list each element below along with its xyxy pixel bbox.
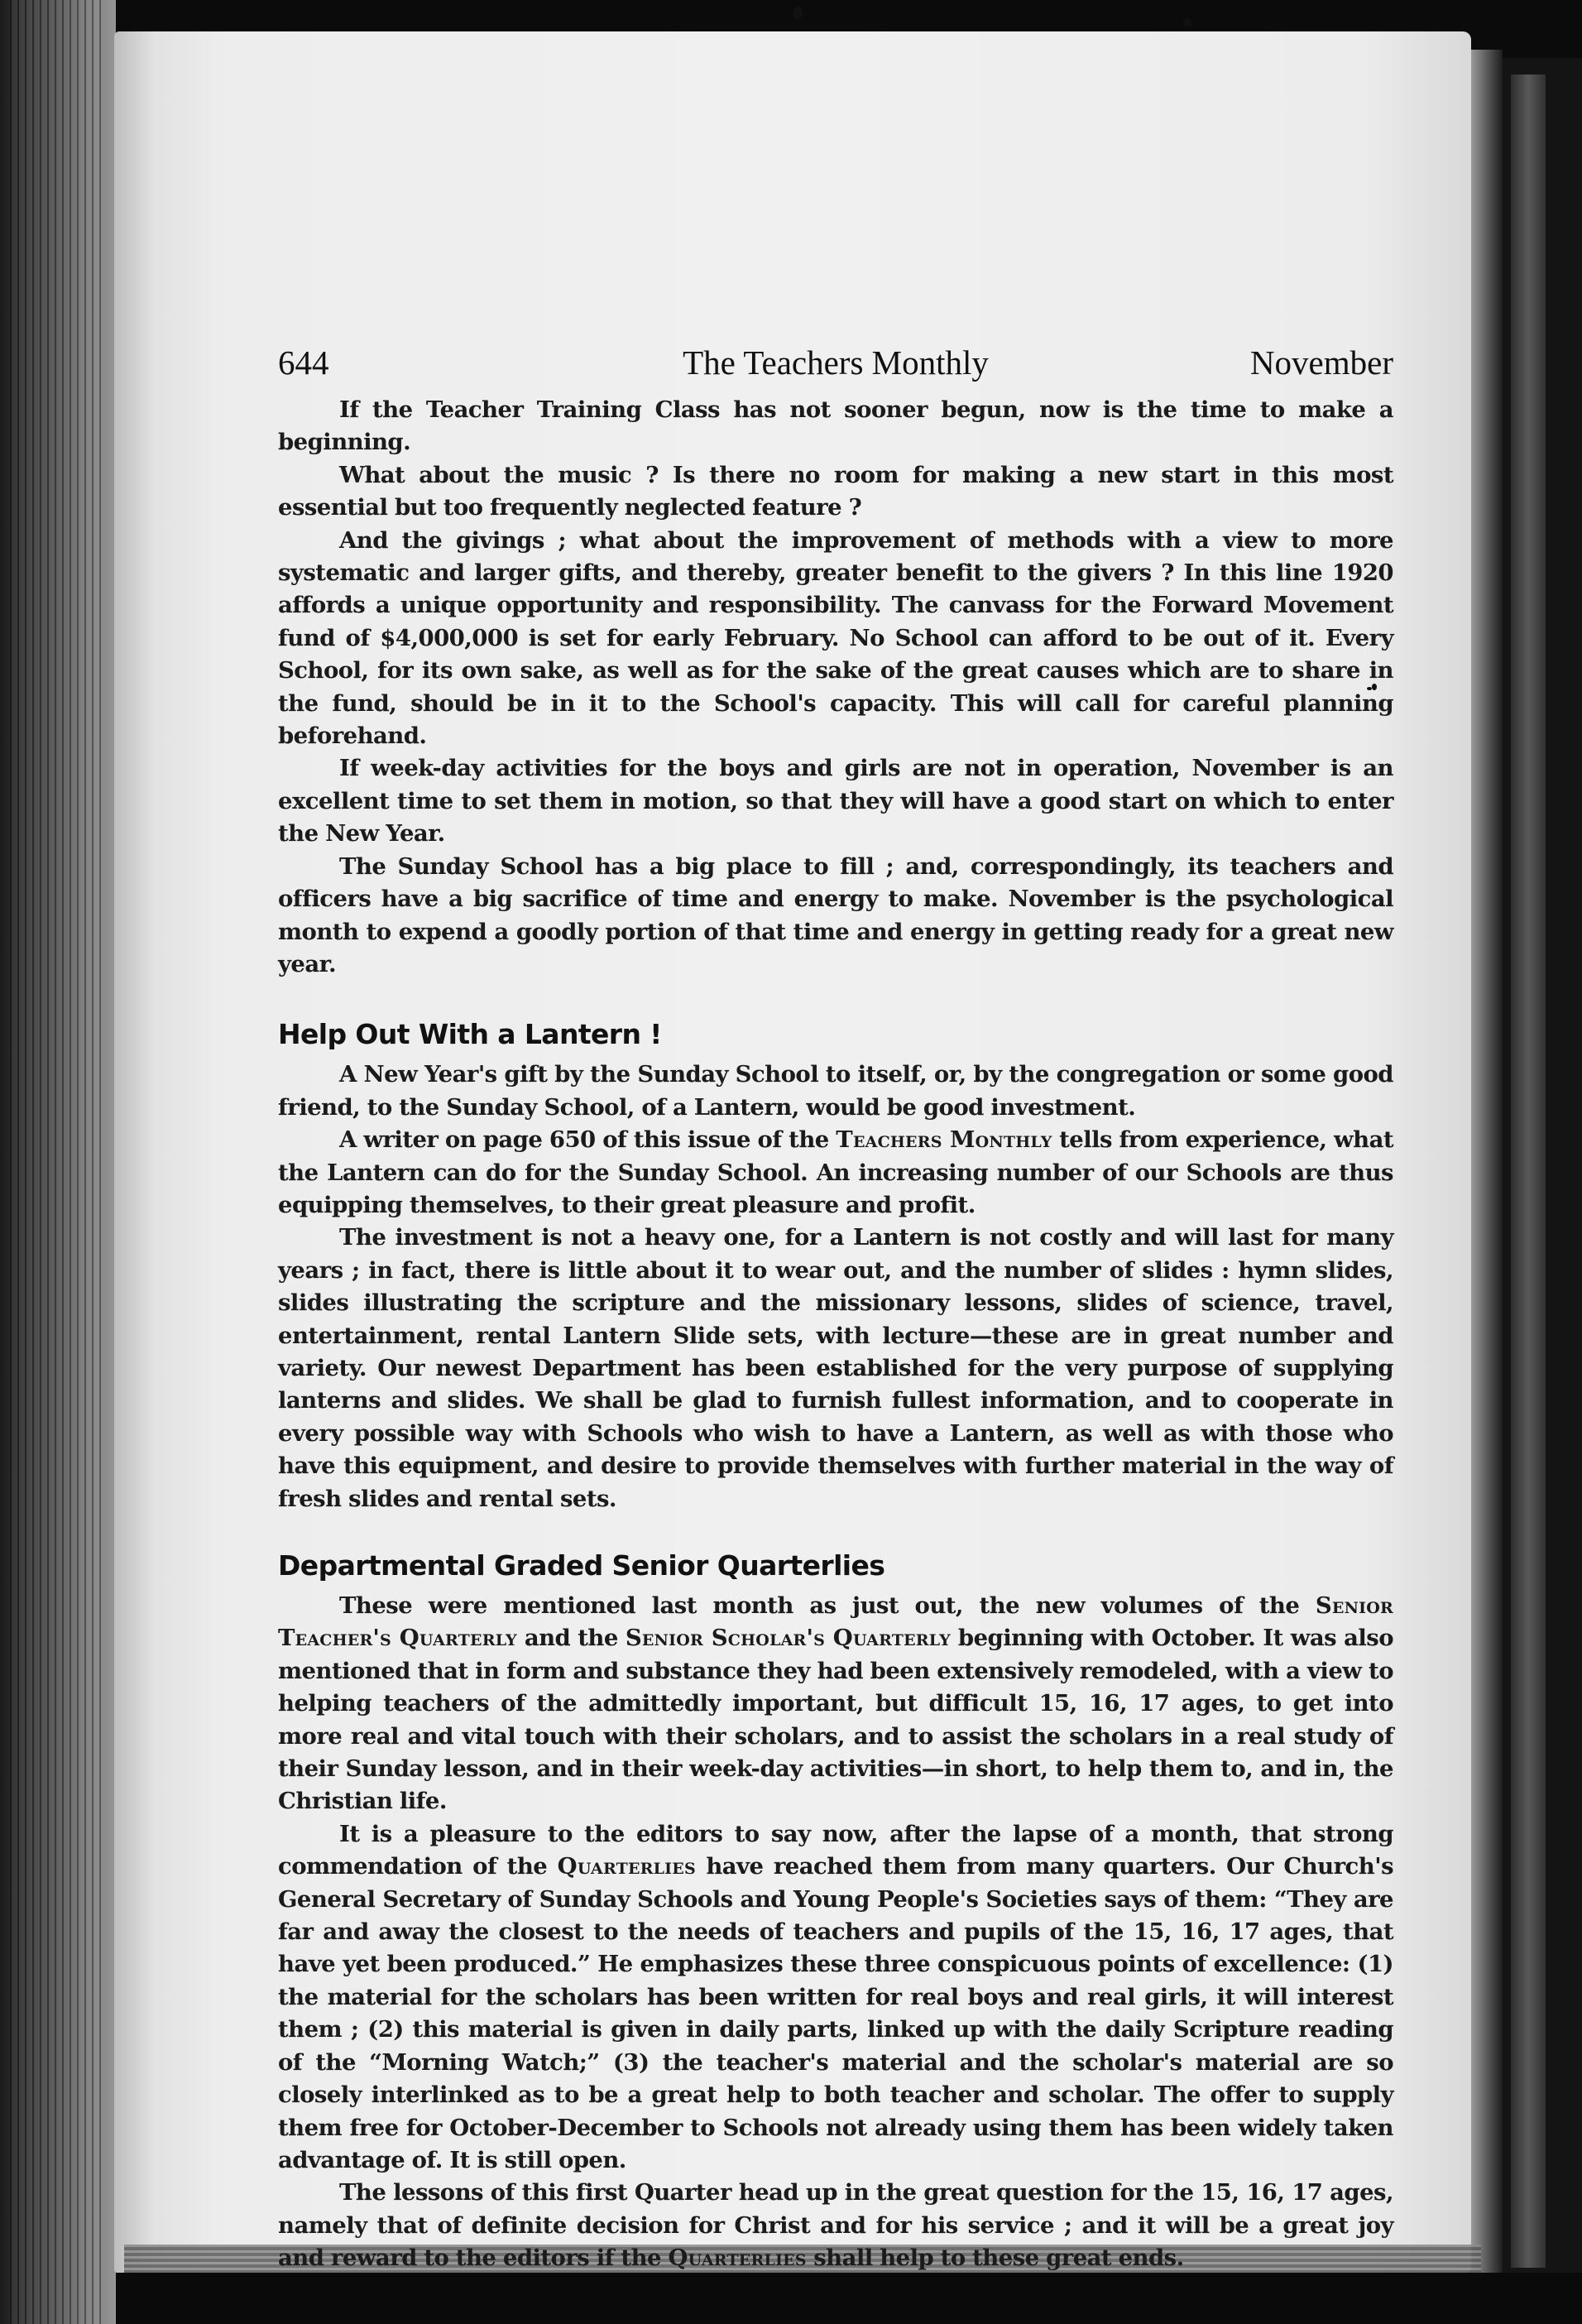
- small-caps-title: Senior Teacher's Quarterly: [278, 1592, 1393, 1652]
- page-text-block: [278, 336, 1393, 2275]
- lantern-paragraph: A New Year's gift by the Sunday School to itself, or, by the congregation or some good friend, to the Sunday School, of a Lantern, would be good investment.: [278, 1061, 1393, 1121]
- intro-paragraph: If the Teacher Training Class has not sooner begun, now is the time to make a beginning.: [278, 396, 1393, 456]
- intro-paragraph: And the givings ; what about the improvement of methods with a view to more systematic and larger gifts, and thereby, greater benefit to the givers ? In this line 1920 affords a unique opportunity and responsibility. The canvass for the Forward Movement fund of $4,000,000 is set for early February. No School can afford to be out of it. Every School, for its own sake, as well as for the sake of the great causes which are to share in the fund, should be in it to the School's capacity. This will call for careful planning beforehand.: [278, 526, 1393, 750]
- dust-speck: [1183, 18, 1191, 26]
- lantern-paragraph: The investment is not a heavy one, for a Lantern is not costly and will last for many years ; in fact, there is little about it to wear out, and the number of slides : hymn slides, slides illustrating the scripture and the missionary lessons, slides of science, travel, entertainment, rental Lantern Slide sets, with lecture—these are in great number and variety. Our newest Department has been established for the very purpose of supplying lanterns and slides. We shall be glad to furnish fullest information, and to cooperate in every possible way with Schools who wish to have a Lantern, as well as with those who have this equipment, and desire to provide themselves with further material in the way of fresh slides and rental sets.: [278, 1224, 1393, 1512]
- text-run: beginning with October. It was also mentioned that in form and substance they had been extensively remodeled, with a view to helping teachers of the admittedly important, but difficult 15, 16, 17 ages, to get into more real and vital touch with their scholars, and to assist the scholars in a real study of their Sunday lesson, and in their week-day activities—in short, to help them to, and in, the Christian life.: [278, 1625, 1394, 1815]
- small-caps-title: Senior Scholar's Quarterly: [625, 1625, 951, 1652]
- intro-paragraph: If week-day activities for the boys and girls are not in operation, November is an excellent time to set them in motion, so that they will have a good start on which to enter the New Year.: [278, 755, 1393, 847]
- small-caps-title: Teachers Monthly: [836, 1126, 1052, 1154]
- scan-bottom-border: [116, 2273, 1582, 2324]
- small-caps-title: Quarterlies: [668, 2245, 807, 2272]
- text-run: It is a pleasure to the editors to say now, after the lapse of a month, that strong commendation of the: [278, 1820, 1393, 1880]
- lantern-paragraph: [278, 1124, 1393, 1222]
- text-run: These were mentioned last month as just out, the new volumes of the: [339, 1592, 1316, 1619]
- text-run: shall help to these great ends.: [806, 2245, 1184, 2272]
- text-run: and the: [516, 1625, 626, 1652]
- text-run: A writer on page 650 of this issue of the: [339, 1126, 837, 1154]
- section-heading-quarterlies: Departmental Graded Senior Quarterlies: [278, 1549, 885, 1582]
- quarterlies-paragraph: [278, 1818, 1393, 2177]
- journal-title: The Teachers Monthly: [683, 343, 989, 382]
- dust-speck: [793, 7, 803, 20]
- intro-paragraph: The Sunday School has a big place to fill ; and, correspondingly, its teachers and officers have a big sacrifice of time and energy to make. November is the psychological month to expend a goodly portion of that time and energy in getting ready for a great new year.: [278, 852, 1393, 977]
- text-run: The lessons of this first Quarter head up in the great question for the 15, 16, 17 ages, namely that of definite decision for Christ and for his service ; and it will be a great joy and reward to the editors if the: [278, 2179, 1393, 2272]
- text-run: tells from experience, what the Lantern can do for the Sunday School. An increasing number of our Schools are thus equipping themselves, to their great pleasure and profit.: [278, 1126, 1393, 1218]
- binding-page-edges: [10, 0, 101, 2324]
- running-head: [278, 336, 1393, 389]
- text-run: have reached them from many quarters. Our Church's General Secretary of Sunday Schools and Young People's Societies says of them: “They are far and away the closest to the needs of teachers and pupils of the 15, 16, 17 ages, that have yet been produced.” He emphasizes these three conspicuous points of excellence: (1) the material for the scholars has been written for real boys and real girls, it will interest them ; (2) this material is given in daily parts, linked up with the daily Scripture reading of the “Morning Watch;” (3) the teacher's material and the scholar's material are so closely interlinked as to be a great help to both teacher and scholar. The offer to supply them free for October-December to Schools not already using them has been widely taken advantage of. It is still open.: [278, 1853, 1393, 2173]
- quarterlies-paragraph: [278, 2177, 1393, 2274]
- scan-right-strip: [1511, 74, 1546, 2268]
- section-heading-lantern: Help Out With a Lantern !: [278, 1018, 662, 1051]
- page-number: 644: [278, 343, 329, 382]
- quarterlies-paragraph: [278, 1590, 1393, 1818]
- issue-month: November: [1249, 343, 1393, 382]
- page-right-shadow: [1471, 50, 1503, 2276]
- small-caps-title: Quarterlies: [557, 1853, 696, 1880]
- intro-paragraph: What about the music ? Is there no room for making a new start in this most essential but too frequently neglected feature ?: [278, 461, 1393, 521]
